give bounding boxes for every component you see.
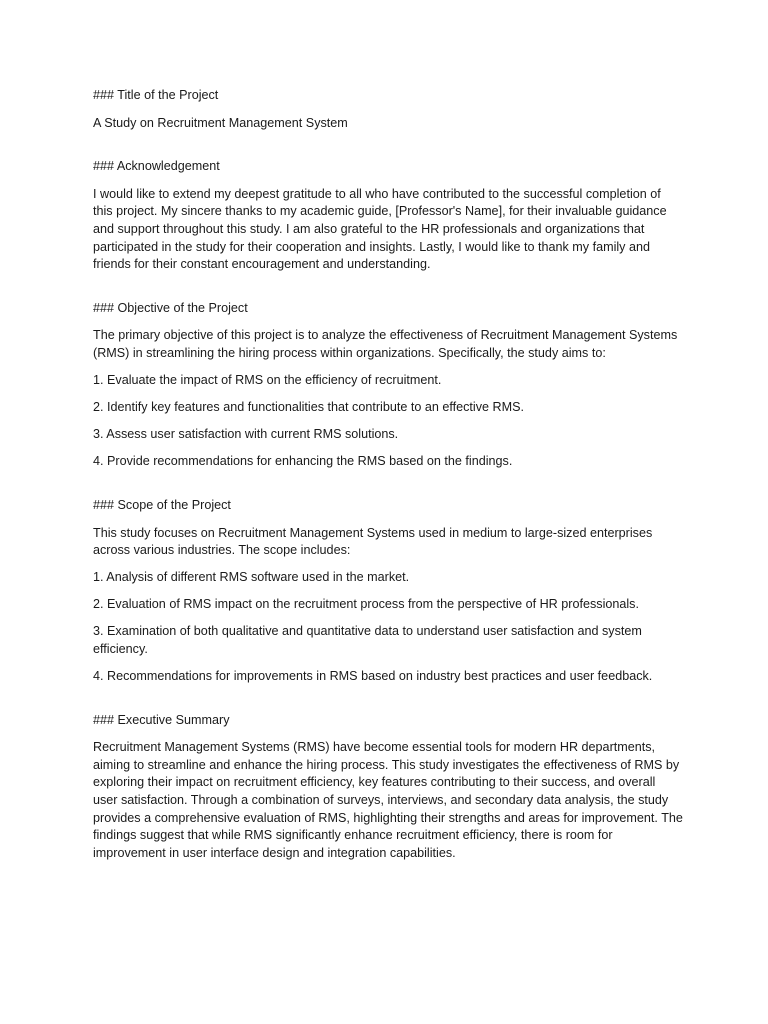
list-item: 2. Evaluation of RMS impact on the recruitment process from the perspective of HR professionals.	[93, 597, 639, 612]
executive-summary-text: Recruitment Management Systems (RMS) have become essential tools for modern HR departments, aiming to streamline and enhance the hiring process. This study investigates the effectiveness of RMS by exploring their impact on recruitment efficiency, key features contributing to their success, and overall user satisfaction. Through a combination of surveys, interviews, and secondary data analysis, the study provides a comprehensive evaluation of RMS, highlighting their strengths and areas for improvement. The findings suggest that while RMS significantly enhance recruitment efficiency, there is room for improvement in user interface design and integration capabilities.	[93, 740, 683, 860]
list-item: 2. Identify key features and functionalities that contribute to an effective RMS.	[93, 400, 524, 415]
list-item: 1. Analysis of different RMS software used in the market.	[93, 570, 410, 585]
section-heading: ### Title of the Project	[93, 88, 219, 102]
objective-section	[93, 300, 683, 471]
list-item: 4. Recommendations for improvements in RMS based on industry best practices and user feedback.	[93, 669, 653, 684]
objective-intro: The primary objective of this project is to analyze the effectiveness of Recruitment Management Systems (RMS) in streamlining the hiring process within organizations. Specifically, the study aims to:	[93, 328, 678, 360]
list-item: 4. Provide recommendations for enhancing the RMS based on the findings.	[93, 454, 513, 469]
list-item: 3. Examination of both qualitative and quantitative data to understand user satisfaction and system efficiency.	[93, 624, 642, 656]
list-item: 1. Evaluate the impact of RMS on the efficiency of recruitment.	[93, 373, 442, 388]
project-title: A Study on Recruitment Management System	[93, 115, 348, 130]
executive-summary-section	[93, 712, 683, 863]
scope-intro: This study focuses on Recruitment Management Systems used in medium to large-sized enterprises across various industries. The scope includes:	[93, 525, 653, 558]
acknowledgement-section	[93, 158, 683, 274]
acknowledgement-text: I would like to extend my deepest gratitude to all who have contributed to the successful completion of this project. My sincere thanks to my academic guide, [Professor's Name], for their invaluable guidance and support throughout this study. I am also grateful to the HR professionals and organizations that participated in the study for their cooperation and insights. Lastly, I would like to thank my family and friends for their constant encouragement and understanding.	[93, 186, 667, 272]
list-item: 3. Assess user satisfaction with current RMS solutions.	[93, 427, 399, 442]
document-page	[93, 87, 683, 888]
section-heading: ### Executive Summary	[93, 712, 230, 727]
title-section	[93, 87, 683, 132]
section-heading: ### Scope of the Project	[93, 497, 231, 512]
section-heading: ### Objective of the Project	[93, 300, 248, 315]
scope-section	[93, 497, 683, 686]
section-heading: ### Acknowledgement	[93, 159, 220, 174]
